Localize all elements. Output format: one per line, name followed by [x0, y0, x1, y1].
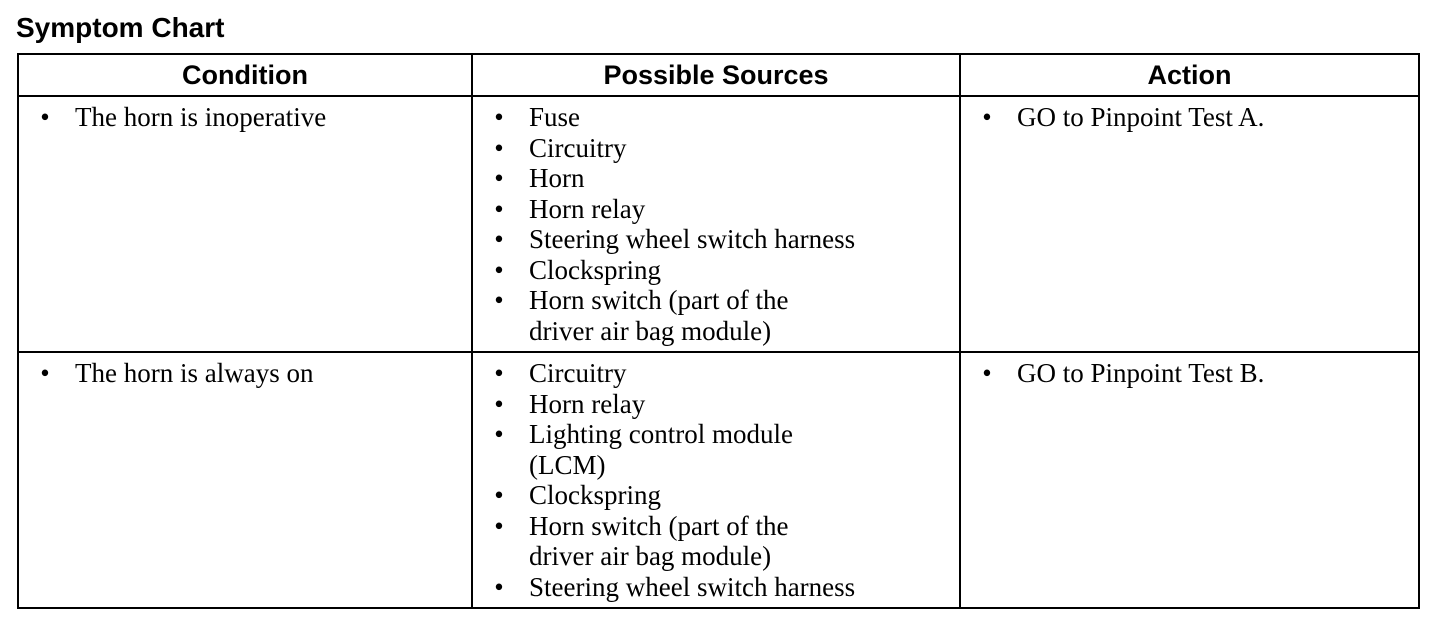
bullet-icon: • — [494, 224, 504, 254]
bullet-icon: • — [494, 358, 504, 388]
source-text: Clockspring — [529, 254, 661, 285]
list-item — [473, 133, 959, 164]
condition-cell — [18, 96, 472, 352]
source-text: Horn switch (part of the driver air bag module) — [529, 510, 789, 571]
sources-cell — [472, 96, 960, 352]
bullet-icon: • — [494, 510, 504, 541]
list-item — [473, 572, 959, 603]
action-cell — [960, 96, 1419, 352]
bullet-icon: • — [982, 358, 992, 388]
sources-cell — [472, 352, 960, 608]
source-text: Lighting control module (LCM) — [529, 419, 793, 480]
action-list — [961, 353, 1418, 389]
list-item — [473, 480, 959, 511]
list-item — [473, 163, 959, 194]
list-item — [473, 224, 959, 255]
sources-list — [473, 353, 959, 602]
action-list — [961, 97, 1418, 133]
bullet-icon: • — [494, 132, 504, 163]
page-title: Symptom Chart — [16, 12, 225, 43]
list-item — [473, 358, 959, 389]
list-item — [961, 102, 1418, 133]
list-item — [473, 511, 959, 572]
source-text: Circuitry — [529, 132, 627, 163]
column-header-possible-sources: Possible Sources — [472, 54, 960, 96]
list-item — [961, 358, 1418, 389]
source-text: Horn — [529, 163, 585, 193]
list-item — [473, 389, 959, 420]
header-row — [18, 54, 1419, 96]
source-text: Horn relay — [529, 193, 646, 224]
condition-text: The horn is always on — [75, 358, 314, 388]
condition-cell — [18, 352, 472, 608]
condition-list — [19, 353, 471, 389]
bullet-icon: • — [40, 358, 50, 388]
action-text: GO to Pinpoint Test A. — [1017, 102, 1265, 132]
condition-list — [19, 97, 471, 133]
bullet-icon: • — [494, 571, 504, 602]
bullet-icon: • — [494, 419, 504, 449]
bullet-icon: • — [494, 163, 504, 193]
bullet-icon: • — [494, 480, 504, 510]
bullet-icon: • — [494, 254, 504, 285]
action-text: GO to Pinpoint Test B. — [1017, 358, 1265, 388]
list-item — [473, 255, 959, 286]
source-text: Horn switch (part of the driver air bag module) — [529, 285, 789, 346]
source-text: Fuse — [529, 102, 581, 132]
sources-list — [473, 97, 959, 346]
list-item — [473, 102, 959, 133]
bullet-icon: • — [494, 285, 504, 315]
bullet-icon: • — [494, 102, 504, 132]
condition-text: The horn is inoperative — [75, 102, 327, 132]
list-item — [473, 285, 959, 346]
source-text: Circuitry — [529, 358, 627, 388]
source-text: Horn relay — [529, 388, 646, 419]
column-header-action: Action — [960, 54, 1419, 96]
bullet-icon: • — [494, 388, 504, 419]
table-row — [18, 352, 1419, 608]
list-item — [473, 419, 959, 480]
bullet-icon: • — [982, 102, 992, 132]
source-text: Steering wheel switch harness — [529, 224, 856, 254]
symptom-table — [17, 53, 1420, 609]
list-item — [473, 194, 959, 225]
list-item — [19, 358, 471, 389]
action-cell — [960, 352, 1419, 608]
table-row — [18, 96, 1419, 352]
source-text: Steering wheel switch harness — [529, 571, 856, 602]
source-text: Clockspring — [529, 480, 661, 510]
bullet-icon: • — [40, 102, 50, 132]
bullet-icon: • — [494, 193, 504, 224]
list-item — [19, 102, 471, 133]
column-header-condition: Condition — [18, 54, 472, 96]
